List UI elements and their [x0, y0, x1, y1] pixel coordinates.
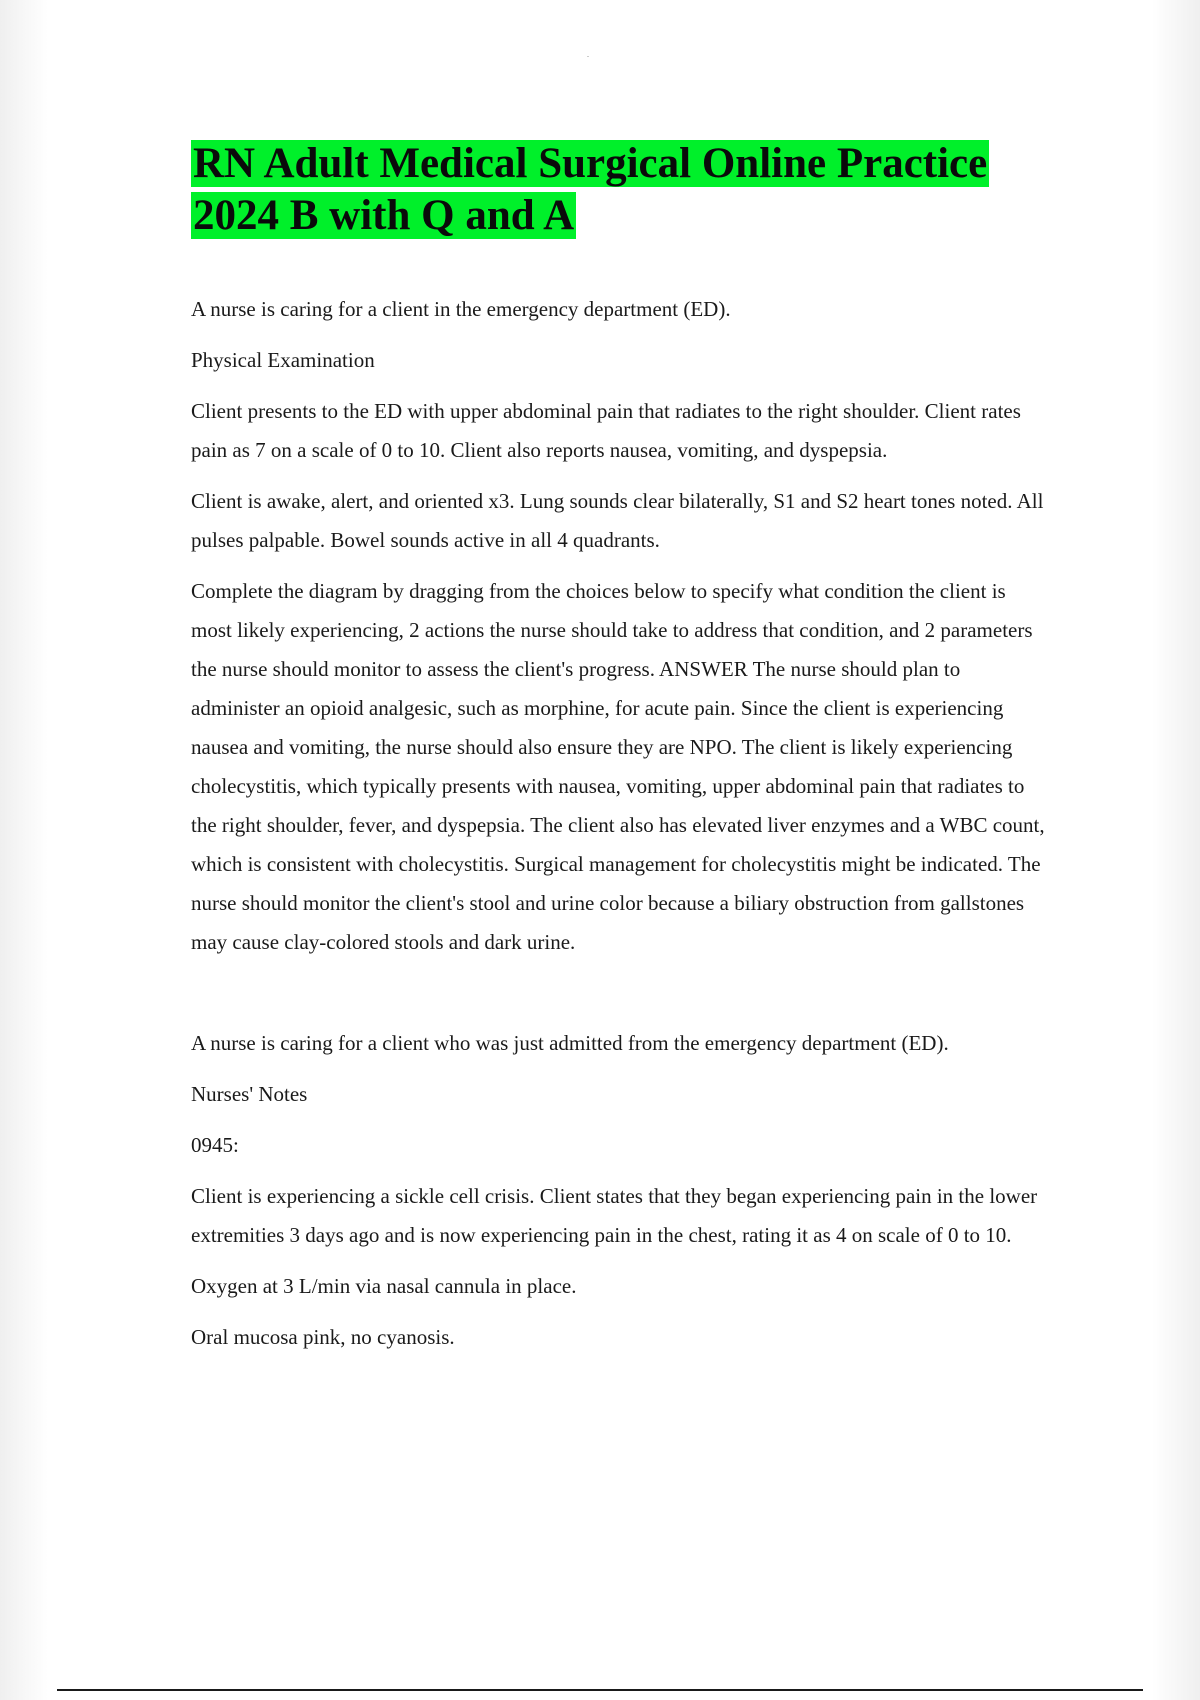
page-shadow-left	[0, 0, 48, 1700]
section-gap	[191, 974, 1051, 1024]
question-2-section-heading: Nurses' Notes	[191, 1082, 308, 1106]
question-1-paragraph-1: Client presents to the ED with upper abdominal pain that radiates to the right shoulder. Client rates pain as 7 on a scale of 0 to 10. Client also reports nausea, vomiting, and dyspepsia.	[191, 399, 1021, 462]
title-line-1: RN Adult Medical Surgical Online Practice	[193, 140, 988, 187]
question-2-paragraph-1: Client is experiencing a sickle cell crisis. Client states that they began experiencing pain in the lower extremities 3 days ago and is now experiencing pain in the chest, rating it as 4 on scale of 0 to 10.	[191, 1184, 1038, 1247]
question-2-time: 0945:	[191, 1133, 239, 1157]
document-title	[191, 138, 1051, 242]
question-1-answer-paragraph: Complete the diagram by dragging from the choices below to specify what condition the client is most likely experiencing, 2 actions the nurse should take to address that condition, and 2 parameters the nurse should monitor to assess the client's progress. ANSWER The nurse should plan to administer an opioid analgesic, such as morphine, for acute pain. Since the client is experiencing nausea and vomiting, the nurse should also ensure they are NPO. The client is likely experiencing cholecystitis, which typically presents with nausea, vomiting, upper abdominal pain that radiates to the right shoulder, fever, and dyspepsia. The client also has elevated liver enzymes and a WBC count, which is consistent with cholecystitis. Surgical management for cholecystitis might be indicated. The nurse should monitor the client's stool and urine color because a biliary obstruction from gallstones may cause clay-colored stools and dark urine.	[191, 579, 1045, 954]
document-content	[191, 138, 1051, 1369]
question-2-paragraph-3: Oral mucosa pink, no cyanosis.	[191, 1325, 455, 1349]
question-1-intro: A nurse is caring for a client in the emergency department (ED).	[191, 297, 731, 321]
question-1-paragraph-2: Client is awake, alert, and oriented x3. Lung sounds clear bilaterally, S1 and S2 heart tones noted. All pulses palpable. Bowel sounds active in all 4 quadrants.	[191, 489, 1044, 552]
question-1	[191, 290, 1051, 962]
page-shadow-right	[1152, 0, 1200, 1700]
title-line-2: 2024 B with Q and A	[193, 192, 575, 239]
question-2-intro: A nurse is caring for a client who was just admitted from the emergency department (ED).	[191, 1031, 949, 1055]
question-1-section-heading: Physical Examination	[191, 348, 375, 372]
scan-speck	[587, 56, 589, 57]
question-2-paragraph-2: Oxygen at 3 L/min via nasal cannula in place.	[191, 1274, 577, 1298]
question-2	[191, 1024, 1051, 1357]
footer-rule	[57, 1689, 1143, 1691]
